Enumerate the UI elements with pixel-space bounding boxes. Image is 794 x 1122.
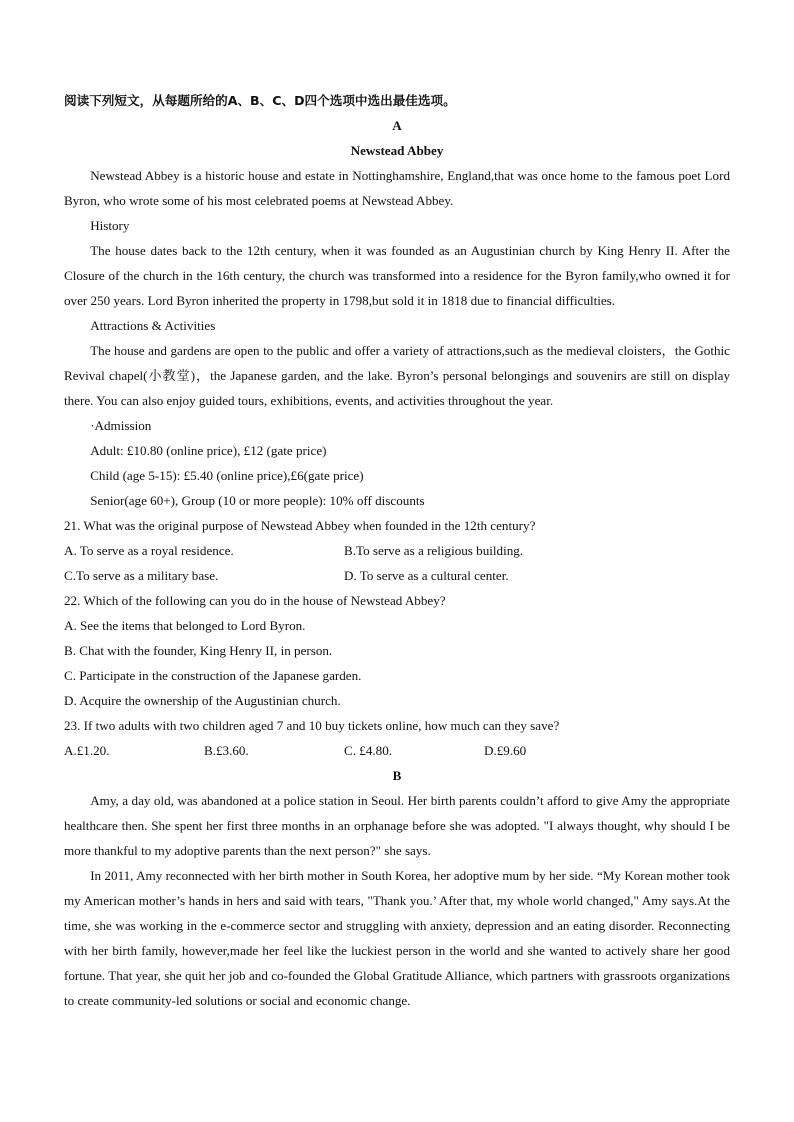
attractions-heading: Attractions & Activities [90, 318, 216, 333]
admission-adult: Adult: £10.80 (online price), £12 (gate price) [90, 443, 327, 458]
option-row [64, 563, 730, 588]
option-c: C. £4.80. [344, 743, 393, 758]
question-22 [64, 588, 730, 713]
option-d: D. To serve as a cultural center. [344, 568, 509, 583]
history-heading: History [90, 218, 130, 233]
admission-senior: Senior(age 60+), Group (10 or more people): 10% off discounts [90, 493, 425, 508]
question-21 [64, 513, 730, 588]
passage-a-label: A [392, 118, 402, 133]
option-b: B.To serve as a religious building. [344, 543, 524, 558]
admission-child: Child (age 5-15): £5.40 (online price),£6(gate price) [90, 468, 364, 483]
question-stem: 21. What was the original purpose of Newstead Abbey when founded in the 12th century? [64, 518, 536, 533]
passage-b-label: B [392, 768, 402, 783]
history-paragraph: The house dates back to the 12th century, when it was founded as an Augustinian church by King Henry II. After the Closure of the church in the 16th century, the church was transformed into a residence for the Byron family,who owned it for over 250 years. Lord Byron inherited the property in 1798,but sold it in 1818 due to financial difficulties. [64, 243, 730, 308]
passage-b-paragraph-2: In 2011, Amy reconnected with her birth mother in South Korea, her adoptive mum by her side. “My Korean mother took my American mother’s hands in hers and said with tears, "Thank you.’ After that, my whole world changed," Amy says.At the time, she was working in the e-commerce sector and struggling with anxiety, depression and an eating disorder. Reconnecting with her birth family, however,made her feel like the luckiest person in the world and she wanted to actively share her good fortune. That year, she quit her job and co-founded the Global Gratitude Alliance, which partners with grassroots organizations to create community-led solutions or social and economic change. [64, 868, 730, 1008]
option-b: B. Chat with the founder, King Henry II, in person. [64, 643, 333, 658]
option-a: A.£1.20. [64, 743, 110, 758]
option-d: D. Acquire the ownership of the Augustinian church. [64, 693, 341, 708]
option-c: C. Participate in the construction of the Japanese garden. [64, 668, 362, 683]
option-row [64, 738, 730, 763]
admission-heading: ·Admission [90, 418, 152, 433]
instruction-text: 阅读下列短文，从每题所给的A、B、C、D四个选项中选出最佳选项。 [64, 93, 456, 108]
option-row [64, 538, 730, 563]
question-stem: 22. Which of the following can you do in the house of Newstead Abbey? [64, 593, 446, 608]
passage-a-intro: Newstead Abbey is a historic house and estate in Nottinghamshire, England,that was once home to the famous poet Lord Byron, who wrote some of his most celebrated poems at Newstead Abbey. [64, 168, 730, 208]
option-d: D.£9.60 [484, 743, 527, 758]
passage-a-title: Newstead Abbey [350, 143, 444, 158]
option-a: A. See the items that belonged to Lord Byron. [64, 618, 306, 633]
passage-b-paragraph-1: Amy, a day old, was abandoned at a police station in Seoul. Her birth parents couldn’t afford to give Amy the appropriate healthcare then. She spent her first three months in an orphanage before she was adopted. "I always thought, why should I be more thankful to my adoptive parents than the next person?" she says. [64, 793, 730, 858]
attractions-paragraph: The house and gardens are open to the public and offer a variety of attractions,such as the medieval cloisters，the Gothic Revival chapel(小教堂)，the Japanese garden, and the lake. Byron’s personal belongings and souvenirs are still on display there. You can also enjoy guided tours, exhibitions, events, and activities throughout the year. [64, 343, 730, 408]
option-c: C.To serve as a military base. [64, 568, 219, 583]
question-23 [64, 713, 730, 763]
exam-page [64, 88, 730, 1013]
question-stem: 23. If two adults with two children aged 7 and 10 buy tickets online, how much can they save? [64, 718, 560, 733]
option-b: B.£3.60. [204, 743, 249, 758]
option-a: A. To serve as a royal residence. [64, 543, 234, 558]
